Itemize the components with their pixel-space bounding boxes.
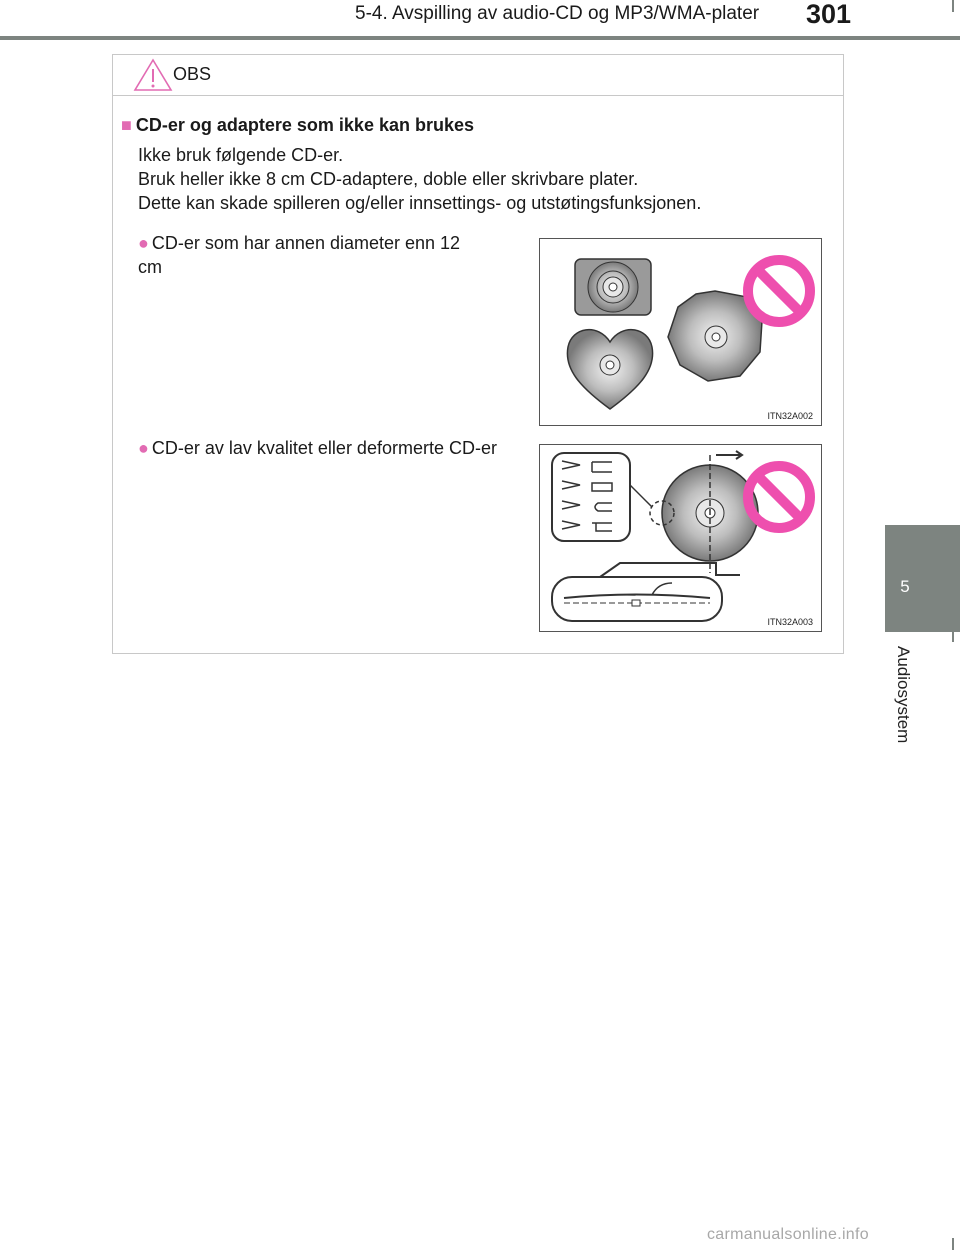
obs-header: [113, 55, 843, 96]
circle-bullet-icon: ●: [138, 233, 149, 253]
circle-bullet-icon: ●: [138, 438, 149, 458]
chapter-label: Audiosystem: [894, 646, 913, 744]
bullet-text: CD-er som har annen diameter enn 12 cm: [138, 233, 461, 277]
bullet-item: [138, 436, 521, 460]
chapter-tab: [885, 525, 960, 632]
deformed-discs-illustration: [540, 445, 821, 631]
section-heading-text: CD-er og adaptere som ikke kan brukes: [135, 115, 474, 135]
figure-odd-shaped-discs: [539, 238, 822, 426]
warp-callout: [552, 577, 722, 621]
square-bullet-icon: ■: [121, 115, 132, 135]
obs-notice-box: [112, 54, 844, 654]
tab-tick: [952, 630, 954, 642]
warning-triangle-icon: [133, 58, 173, 92]
watermark: carmanualsonline.info: [707, 1226, 869, 1243]
page-number: 301: [806, 0, 852, 29]
bottom-tick: [952, 1238, 954, 1250]
obs-label: OBS: [173, 64, 212, 84]
intro-line: Ikke bruk følgende CD-er.: [138, 145, 344, 165]
header-rule: [0, 36, 960, 40]
prohibition-icon: [748, 466, 810, 528]
chapter-number: 5: [900, 577, 910, 596]
intro-text: [138, 143, 701, 215]
header-tick: [952, 0, 954, 12]
bullet-item: [138, 231, 488, 279]
intro-line: Bruk heller ikke 8 cm CD-adaptere, doble eller skrivbare plater.: [138, 169, 639, 189]
prohibition-icon: [748, 260, 810, 322]
intro-line: Dette kan skade spilleren og/eller innsettings- og utstøtingsfunksjonen.: [138, 193, 702, 213]
section-heading: [121, 115, 474, 136]
figure-code: ITN32A002: [767, 411, 813, 421]
odd-shaped-discs-illustration: [540, 239, 821, 425]
figure-deformed-discs: [539, 444, 822, 632]
bullet-text: CD-er av lav kvalitet eller deformerte CD-er: [151, 438, 497, 458]
header-title: 5-4. Avspilling av audio-CD og MP3/WMA-plater: [355, 3, 760, 24]
edge-callout: [552, 453, 630, 541]
figure-code: ITN32A003: [767, 617, 813, 627]
